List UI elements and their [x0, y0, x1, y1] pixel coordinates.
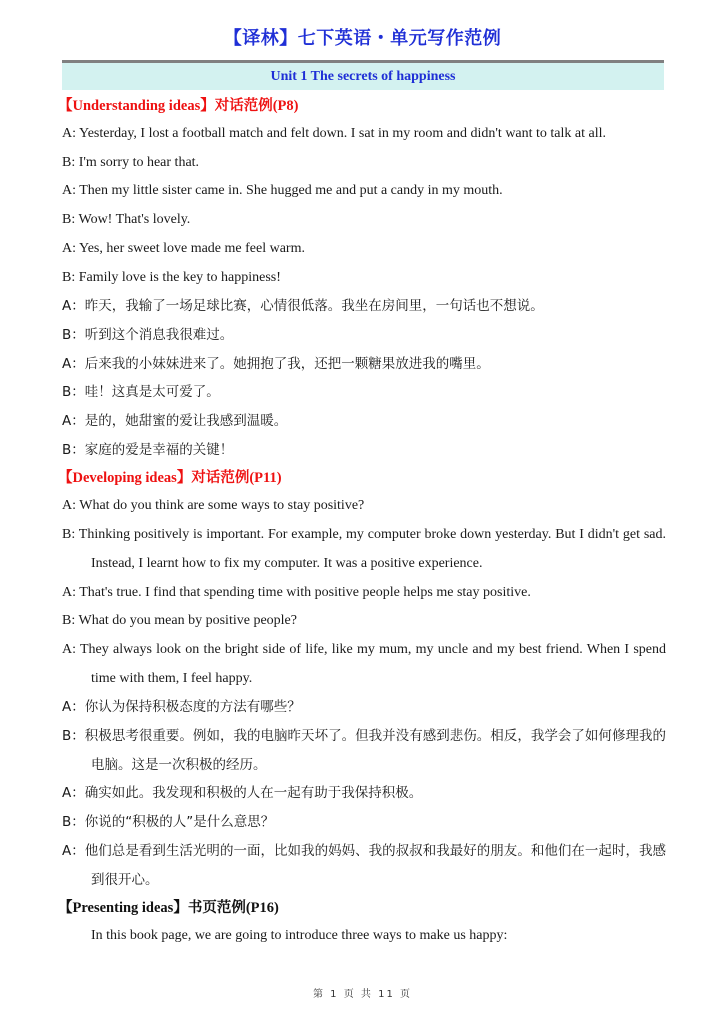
- page-title: 【译林】七下英语・单元写作范例: [223, 28, 502, 49]
- unit-banner: [62, 60, 664, 90]
- dialogue-line: B: Wow! That's lovely.: [62, 212, 191, 228]
- dialogue-line-zh: A：后来我的小妹妹进来了。她拥抱了我，还把一颗糖果放进我的嘴里。: [62, 355, 490, 372]
- document-body: [58, 92, 666, 950]
- dialogue-line: A: What do you think are some ways to stay positive?: [62, 498, 365, 514]
- dialogue-line-zh: B：你说的“积极的人”是什么意思？: [62, 814, 275, 831]
- dialogue-line-zh: B：哇！这真是太可爱了。: [62, 384, 220, 401]
- page-indicator: 第 1 页 共 11 页: [313, 989, 412, 1000]
- dialogue-line-zh: B：积极思考很重要。例如，我的电脑昨天坏了。但我并没有感到悲伤。相反，我学会了如何修理我的电脑。这是一次积极的经历。: [62, 728, 666, 773]
- dialogue-line: B: Family love is the key to happiness!: [62, 269, 281, 285]
- dialogue-line: A: They always look on the bright side of life, like my mum, my uncle and my best friend. When I spend time with them, I feel happy.: [62, 641, 666, 686]
- section-heading-understanding-ideas: 【Understanding ideas】对话范例(P8): [58, 98, 299, 114]
- dialogue-line-zh: A：确实如此。我发现和积极的人在一起有助于我保持积极。: [62, 785, 423, 802]
- dialogue-line-zh: A：你认为保持积极态度的方法有哪些？: [62, 699, 301, 716]
- dialogue-line: B: What do you mean by positive people?: [62, 613, 297, 629]
- dialogue-line: A: Then my little sister came in. She hugged me and put a candy in my mouth.: [62, 183, 503, 199]
- dialogue-line: A: Yes, her sweet love made me feel warm.: [62, 240, 305, 256]
- dialogue-line: A: That's true. I find that spending time with positive people helps me stay positive.: [62, 584, 531, 600]
- dialogue-line-zh: A：他们总是看到生活光明的一面，比如我的妈妈、我的叔叔和我最好的朋友。和他们在一起时，我感到很开心。: [62, 842, 666, 888]
- dialogue-line: A: Yesterday, I lost a football match and felt down. I sat in my room and didn't want to talk at all.: [62, 126, 607, 141]
- dialogue-line-zh: A：昨天，我输了一场足球比赛，心情很低落。我坐在房间里，一句话也不想说。: [62, 298, 544, 315]
- dialogue-line-zh: B：听到这个消息我很难过。: [62, 326, 234, 343]
- section-heading-developing-ideas: 【Developing ideas】对话范例(P11): [58, 470, 282, 487]
- body-paragraph: In this book page, we are going to introduce three ways to make us happy:: [91, 928, 508, 944]
- dialogue-line: B: I'm sorry to hear that.: [62, 154, 200, 170]
- dialogue-line-zh: A：是的，她甜蜜的爱让我感到温暖。: [62, 413, 288, 430]
- dialogue-line-zh: B：家庭的爱是幸福的关键！: [62, 441, 234, 458]
- section-heading-presenting-ideas: 【Presenting ideas】书页范例(P16): [58, 900, 279, 917]
- unit-title: Unit 1 The secrets of happiness: [270, 69, 456, 84]
- dialogue-line: B: Thinking positively is important. For example, my computer broke down yesterday. But I didn't get sad. Instead, I learnt how to fix my computer. It was a positive experience.: [62, 527, 666, 571]
